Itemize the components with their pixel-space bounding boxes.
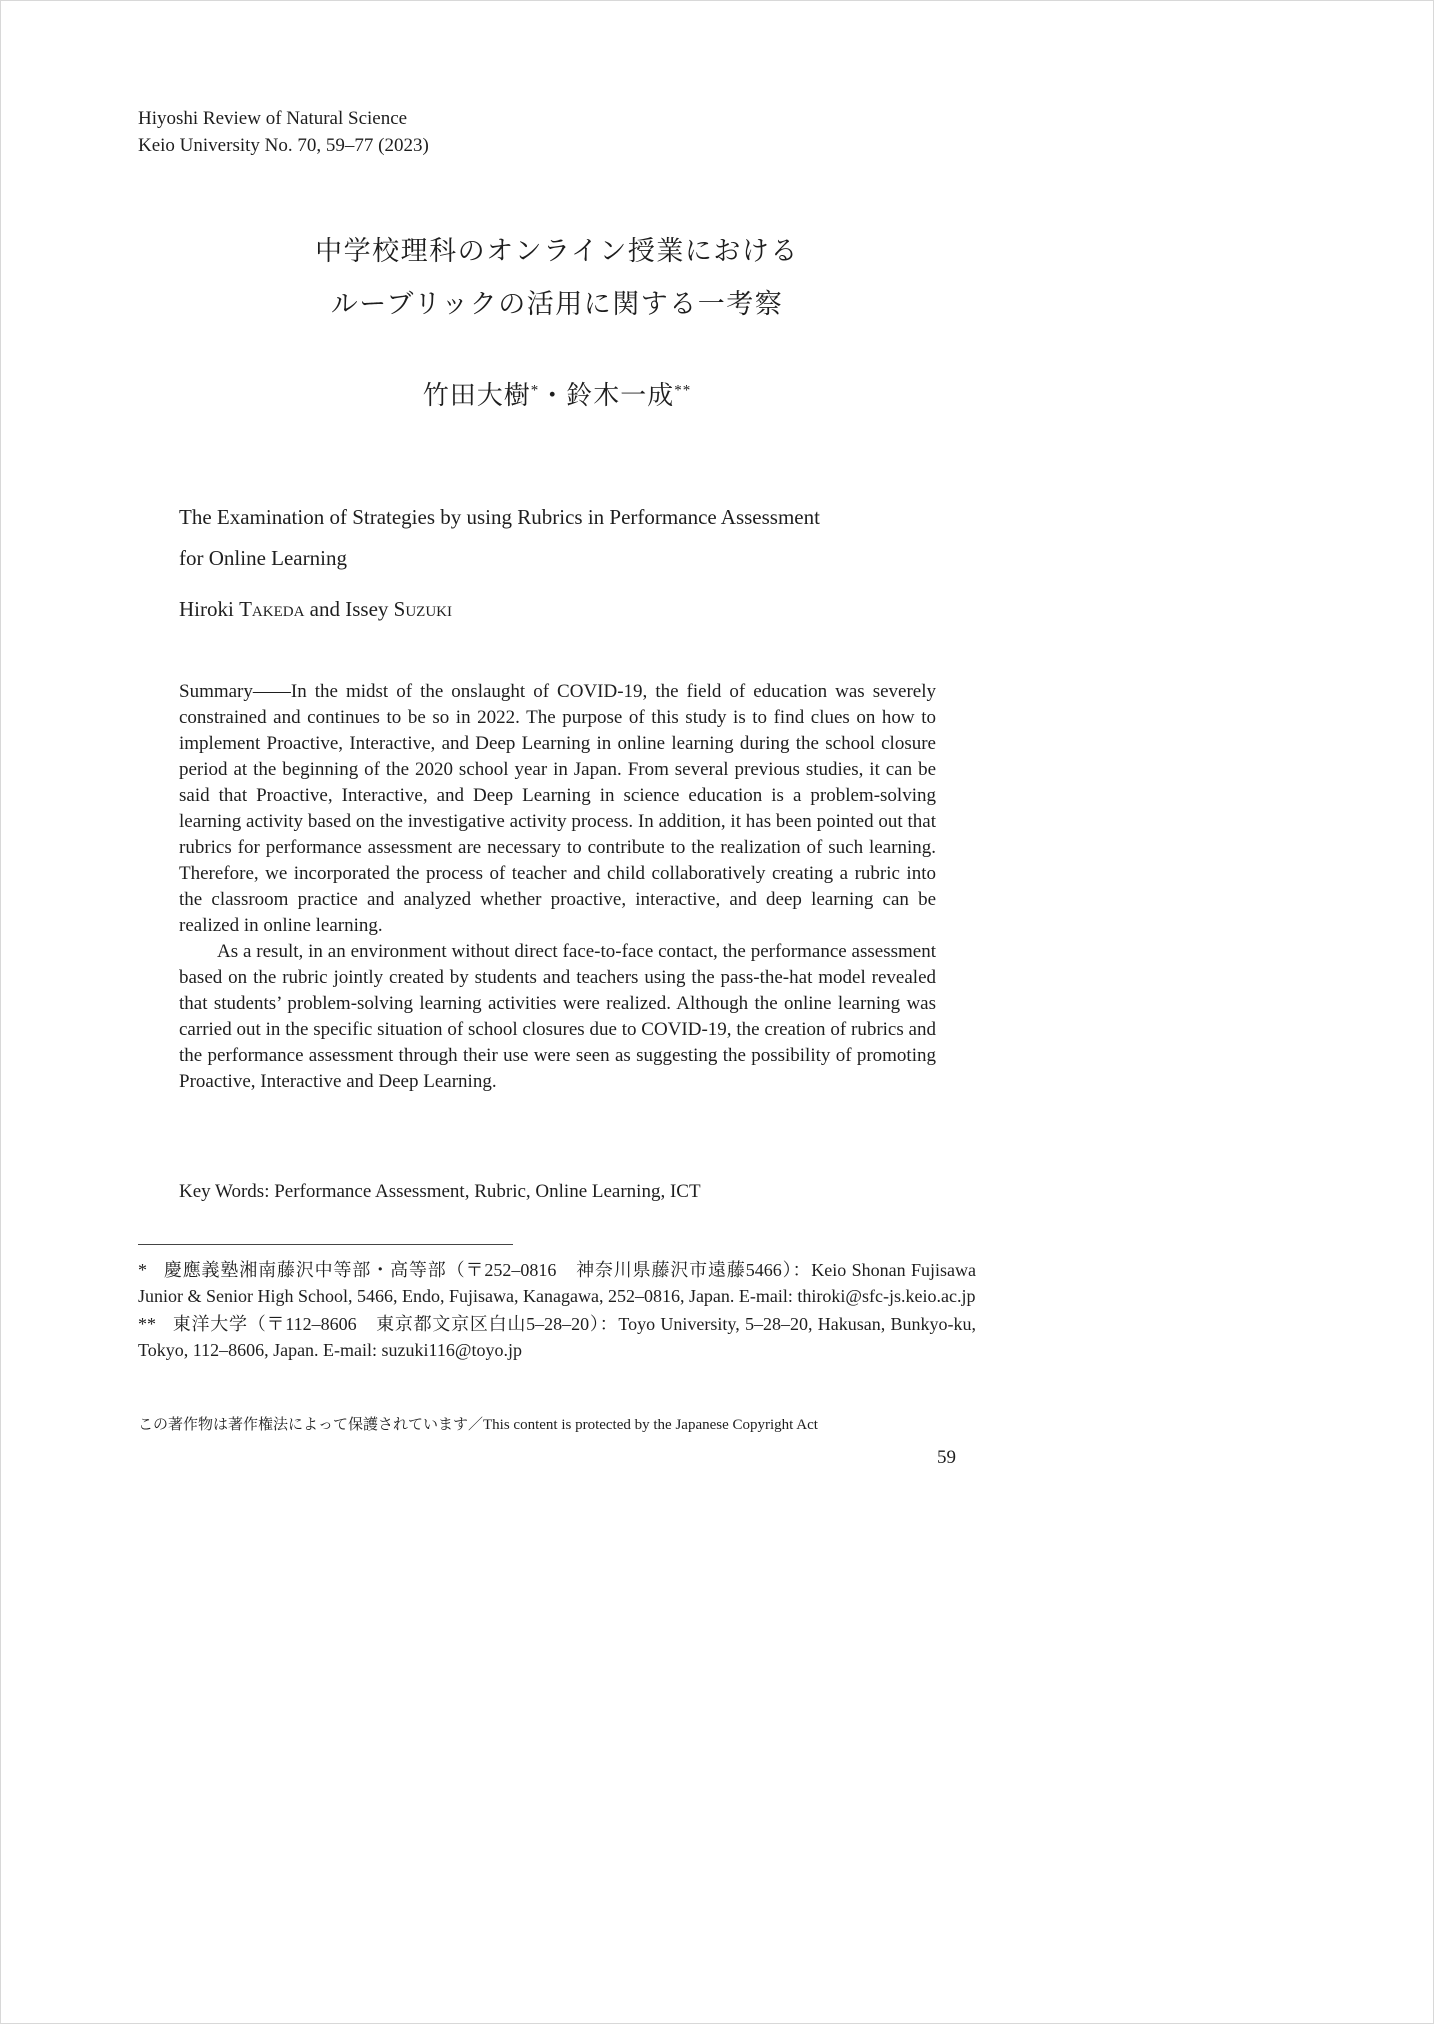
article-title-en-line2: for Online Learning [179, 546, 347, 570]
keywords-line: Key Words: Performance Assessment, Rubric, Online Learning, ICT [179, 1181, 701, 1202]
summary [179, 679, 936, 1095]
footnote-2 [138, 1311, 976, 1363]
author-en-2-family: Suzuki [393, 597, 452, 621]
authors-ja-separator: ・ [539, 381, 567, 410]
author-ja-1: 竹田大樹 [422, 381, 531, 410]
author-en-1-given: Hiroki [179, 597, 240, 621]
article-title-en-line1: The Examination of Strategies by using Rubrics in Performance Assessment [179, 505, 820, 529]
authors-en [179, 597, 452, 622]
journal-header [138, 105, 429, 159]
footnote-1 [138, 1257, 976, 1309]
author-ja-2: 鈴木一成 [566, 381, 675, 410]
journal-issue: Keio University No. 70, 59–77 (2023) [138, 135, 429, 156]
author-ja-2-footnote-mark: ** [674, 382, 692, 399]
page-number: 59 [937, 1447, 956, 1468]
article-title-en [179, 497, 820, 579]
authors-ja [138, 375, 976, 412]
footnote-1-mark: * [138, 1260, 147, 1280]
journal-title: Hiyoshi Review of Natural Science [138, 108, 408, 129]
footnote-2-mark: ** [138, 1314, 156, 1334]
author-ja-1-footnote-mark: * [530, 382, 540, 399]
summary-paragraph-1: Summary——In the midst of the onslaught of COVID-19, the field of education was severely constrained and continues to be so in 2022. The purpose of this study is to find clues on how to implement Proactive, Interactive, and Deep Learning in online learning during the school closure period at the beginning of the 2020 school year in Japan. From several previous studies, it can be said that Proactive, Interactive, and Deep Learning in science education is a problem-solving learning activity based on the investigative activity process. In addition, it has been pointed out that rubrics for performance assessment are necessary to contribute to the realization of such learning. Therefore, we incorporated the process of teacher and child collaboratively creating a rubric into the classroom practice and analyzed whether proactive, interactive, and deep learning can be realized in online learning. [179, 681, 936, 936]
copyright-notice: この著作物は著作権法によって保護されています／This content is protected by the Japanese Copyright Act [138, 1417, 818, 1433]
footnote-2-text: 東洋大学（〒112–8606 東京都文京区白山5–28–20）：Toyo University, 5–28–20, Hakusan, Bunkyo-ku, Tokyo, 112–8606, Japan. E-mail: suzuki116@toyo.jp [138, 1314, 976, 1360]
authors-en-connector: and Issey [304, 597, 394, 621]
article-title-ja-line2: ルーブリックの活用に関する一考察 [330, 289, 784, 319]
summary-paragraph-2: As a result, in an environment without direct face-to-face contact, the performance assessment based on the rubric jointly created by students and teachers using the pass-the-hat model revealed that students’ problem-solving learning activities were realized. Although the online learning was carried out in the specific situation of school closures due to COVID-19, the creation of rubrics and the performance assessment through their use were seen as suggesting the possibility of promoting Proactive, Interactive and Deep Learning. [179, 941, 936, 1092]
footnotes [138, 1257, 976, 1365]
footnote-divider [138, 1244, 513, 1245]
article-title-ja-line1: 中学校理科のオンライン授業における [315, 236, 799, 266]
author-en-1-family: Takeda [239, 597, 305, 621]
article-title-ja [138, 225, 976, 331]
footnote-1-text: 慶應義塾湘南藤沢中等部・高等部（〒252–0816 神奈川県藤沢市遠藤5466）：Keio Shonan Fujisawa Junior & Senior High School, 5466, Endo, Fujisawa, Kanagawa, 252–0816, Japan. E-mail: thiroki@sfc-js.keio.ac.jp [138, 1260, 976, 1306]
